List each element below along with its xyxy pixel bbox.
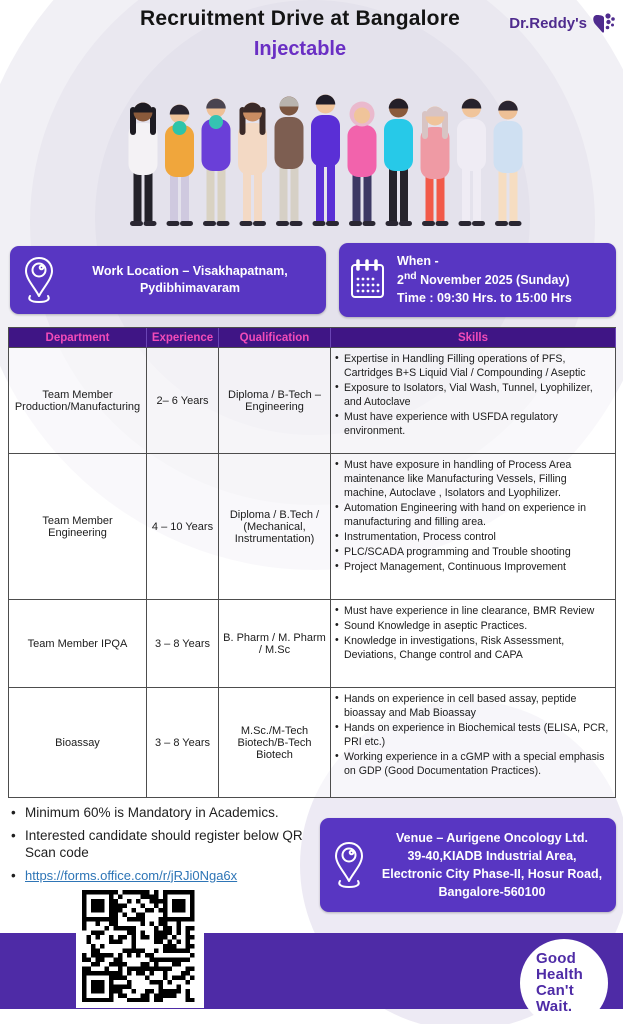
venue-line2: 39-40,KIADB Industrial Area,: [407, 848, 577, 863]
calendar-icon: [339, 255, 397, 305]
note-item: • Interested candidate should register below QR Scan code: [8, 827, 318, 862]
skill-item: • Hands on experience in Biochemical tests (ELISA, PCR, PRI etc.): [334, 722, 612, 750]
qualification-cell: Diploma / B-Tech – Engineering: [219, 348, 331, 454]
table-row: [9, 600, 616, 688]
experience-cell: 4 – 10 Years: [147, 454, 219, 600]
experience-cell: 2– 6 Years: [147, 348, 219, 454]
col-header-skills: Skills: [331, 328, 616, 348]
skill-item: • Expertise in Handling Filling operations of PFS, Cartridges B+S Liquid Vial / Compounding / Aseptic: [334, 353, 612, 381]
department-cell: Team Member IPQA: [9, 600, 147, 688]
skill-item: • Must have experience with USFDA regulatory environment.: [334, 411, 612, 439]
skill-item: • Hands on experience in cell based assay, peptide bioassay and Mab Bioassay: [334, 693, 612, 721]
work-location-text: [68, 263, 326, 298]
drreddys-heart-icon: [591, 10, 617, 36]
table-row: [9, 348, 616, 454]
department-cell: Bioassay: [9, 688, 147, 798]
experience-cell: 3 – 8 Years: [147, 600, 219, 688]
col-header-qualification: Qualification: [219, 328, 331, 348]
col-header-experience: Experience: [147, 328, 219, 348]
jobs-table: [8, 327, 616, 798]
people-illustration: [0, 66, 623, 236]
note-item: • Minimum 60% is Mandatory in Academics.: [8, 804, 318, 822]
work-location-banner: [10, 246, 326, 314]
qr-code: [76, 884, 204, 1008]
skill-item: • Exposure to Isolators, Vial Wash, Tunnel, Lyophilizer, and Autoclave: [334, 382, 612, 410]
skills-cell: [331, 688, 616, 798]
venue-line4: Bangalore-560100: [438, 885, 546, 900]
tagline-line: Good: [536, 950, 576, 968]
skill-item: • Must have exposure in handling of Process Area maintenance like Manufacturing Vessels, Filling machine, Autoclave , Isolators and Lyophilizer.: [334, 459, 612, 501]
qr-code-image: [82, 890, 198, 1002]
qualification-cell: M.Sc./M-Tech Biotech/B-Tech Biotech: [219, 688, 331, 798]
col-header-department: Department: [9, 328, 147, 348]
department-cell: Team Member Engineering: [9, 454, 147, 600]
skills-cell: [331, 348, 616, 454]
work-location-line1: Work Location – Visakhapatnam,: [92, 263, 288, 278]
tagline-line: Health: [536, 966, 584, 984]
when-line1: When -: [397, 253, 439, 268]
venue-text: [378, 829, 616, 902]
skill-item: • Must have experience in line clearance, BMR Review: [334, 605, 612, 619]
venue-banner: [320, 818, 616, 912]
tagline-badge: [520, 939, 608, 1024]
registration-link[interactable]: https://forms.office.com/r/jRJi0Nga6x: [25, 867, 238, 883]
work-location-line2: Pydibhimavaram: [139, 281, 241, 295]
location-pin-icon: [320, 837, 378, 893]
skills-cell: [331, 454, 616, 600]
table-header-row: [9, 328, 616, 348]
experience-cell: 3 – 8 Years: [147, 688, 219, 798]
skills-cell: [331, 600, 616, 688]
when-date: 2nd November 2025 (Sunday): [397, 271, 570, 288]
footer-notes: [8, 804, 318, 890]
page-title: Recruitment Drive at Bangalore: [140, 7, 460, 30]
company-logo: [509, 10, 617, 36]
tagline-line: Can't: [536, 982, 574, 999]
tagline-line: Wait.: [536, 997, 573, 1015]
skill-item: • Instrumentation, Process control: [334, 531, 612, 545]
skill-item: • Working experience in a cGMP with a special emphasis on GDP (Good Documentation Practices).: [334, 751, 612, 779]
when-time: Time : 09:30 Hrs. to 15:00 Hrs: [397, 290, 572, 305]
table-row: [9, 454, 616, 600]
skill-item: • PLC/SCADA programming and Trouble shooting: [334, 546, 612, 560]
location-pin-icon: [10, 254, 68, 306]
when-text: [397, 253, 572, 308]
venue-line3: Electronic City Phase-II, Hosur Road,: [381, 867, 603, 881]
table-row: [9, 688, 616, 798]
company-logo-text: Dr.Reddy's: [509, 14, 587, 32]
note-item-link: [8, 867, 318, 885]
skill-item: • Project Management, Continuous Improvement: [334, 561, 612, 575]
page-subtitle: Injectable: [253, 38, 347, 60]
when-banner: [339, 243, 616, 317]
skill-item: • Knowledge in investigations, Risk Assessment, Deviations, Change control and CAPA: [334, 635, 612, 663]
department-cell: Team Member Production/Manufacturing: [9, 348, 147, 454]
skill-item: • Sound Knowledge in aseptic Practices.: [334, 620, 612, 634]
venue-line1: Venue – Aurigene Oncology Ltd.: [396, 830, 588, 845]
qualification-cell: Diploma / B.Tech / (Mechanical, Instrumentation): [219, 454, 331, 600]
skill-item: • Automation Engineering with hand on experience in manufacturing and filling area.: [334, 502, 612, 530]
qualification-cell: B. Pharm / M. Pharm / M.Sc: [219, 600, 331, 688]
